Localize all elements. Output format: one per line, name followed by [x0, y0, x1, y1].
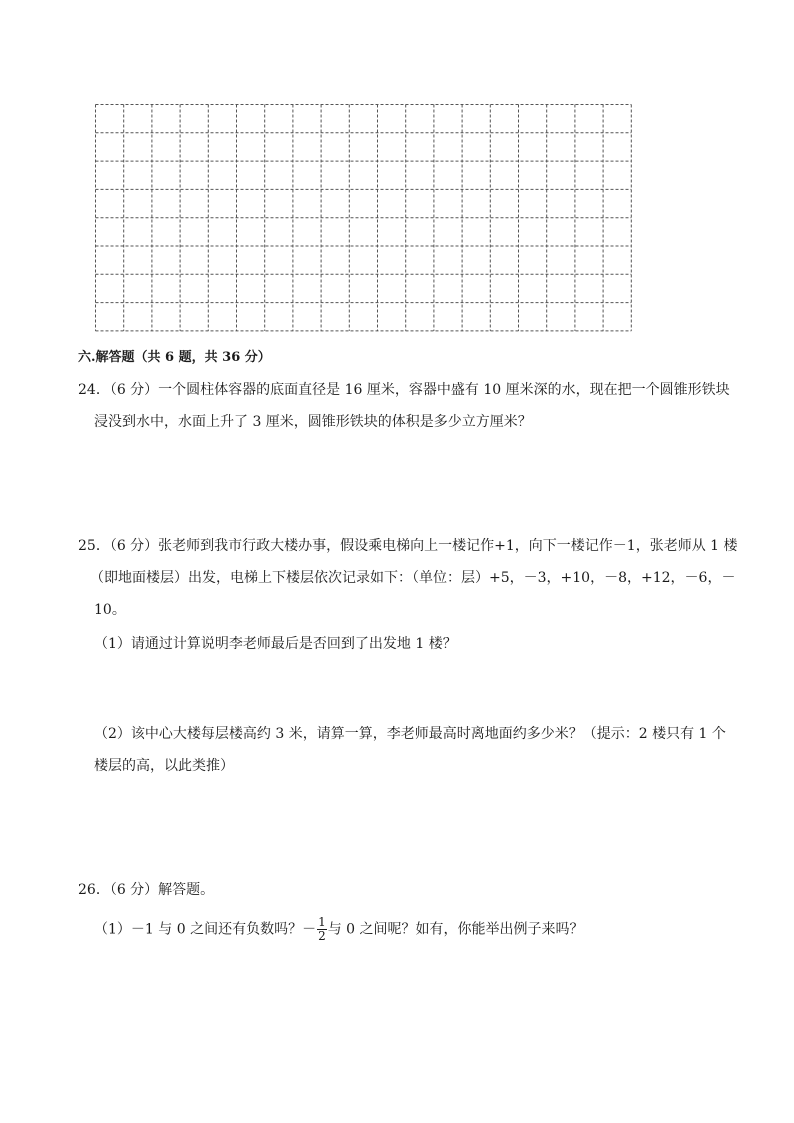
- q26-sub-question-1-text-a: （1）－1 与 0 之间还有负数吗？－: [94, 921, 317, 938]
- q26-sub-question-1: [94, 916, 584, 943]
- q25-line-1: 25．（6 分）张老师到我市行政大楼办事，假设乘电梯向上一楼记作+1，向下一楼记作－1，张老师从 1 楼: [78, 538, 738, 554]
- q26-sub-question-1-text-b: 与 0 之间呢？如有，你能举出例子来吗？: [327, 921, 584, 938]
- q25-line-3: 10。: [94, 602, 126, 618]
- q25-sub-question-1: （1）请通过计算说明李老师最后是否回到了出发地 1 楼？: [94, 636, 457, 652]
- q25-sub-question-2-line-2: 楼层的高，以此类推）: [94, 758, 234, 774]
- q26-line-1: 26．（6 分）解答题。: [78, 882, 215, 898]
- q24-line-2: 浸没到水中，水面上升了 3 厘米，圆锥形铁块的体积是多少立方厘米？: [94, 414, 532, 430]
- dashed-grid: [95, 104, 635, 334]
- q25-sub-question-2-line-1: （2）该中心大楼每层楼高约 3 米，请算一算，李老师最高时离地面约多少米？（提示：2 楼只有 1 个: [94, 726, 726, 742]
- q25-line-2: （即地面楼层）出发，电梯上下楼层依次记录如下：（单位：层）+5，－3，+10，－8，+12，－6，－: [90, 570, 736, 586]
- q24-line-1: 24．（6 分）一个圆柱体容器的底面直径是 16 厘米，容器中盛有 10 厘米深的水，现在把一个圆锥形铁块: [78, 382, 730, 398]
- section-title: 六.解答题（共 6 题，共 36 分）: [78, 350, 271, 365]
- fraction-numerator: 1: [318, 915, 326, 929]
- fraction-one-half: [317, 916, 327, 943]
- fraction-denominator: 2: [318, 929, 326, 943]
